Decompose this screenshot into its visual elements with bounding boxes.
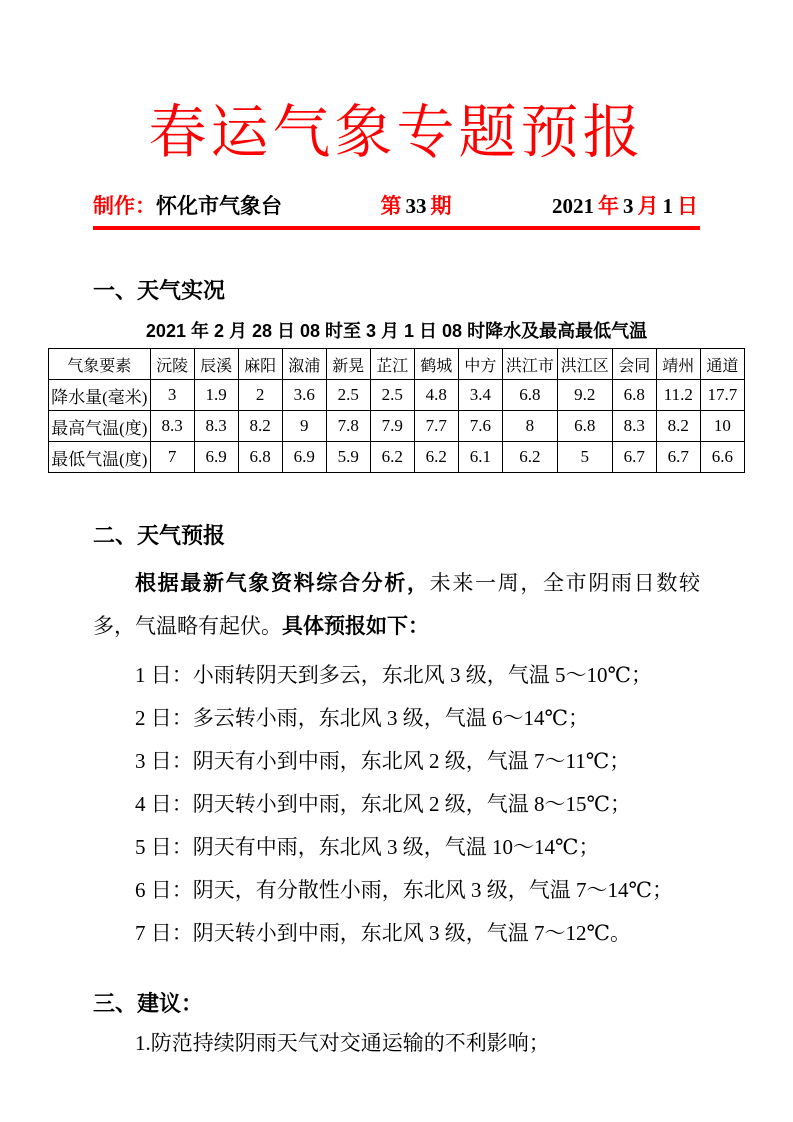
table-header-cell: 通道 (700, 349, 744, 380)
section-heading-weather-forecast: 二、天气预报 (93, 523, 226, 548)
table-header-cell: 洪江市 (502, 349, 557, 380)
date-month: 3 (623, 194, 634, 218)
issue-number (379, 192, 454, 220)
table-header-cell: 鹤城 (414, 349, 458, 380)
table-header-row (49, 349, 745, 380)
table-header-cell: 芷江 (370, 349, 414, 380)
table-header-cell: 新晃 (326, 349, 370, 380)
table-row-label: 最高气温(度) (49, 411, 151, 442)
table-cell: 6.7 (656, 442, 700, 473)
weather-table (48, 348, 745, 473)
producer-name: 怀化市气象台 (156, 194, 282, 218)
table-cell: 9.2 (557, 380, 612, 411)
table-cell: 6.9 (194, 442, 238, 473)
date-day-unit: 日 (677, 194, 698, 218)
table-header-cell: 沅陵 (150, 349, 194, 380)
date-month-unit: 月 (637, 194, 659, 218)
table-cell: 7.9 (370, 411, 414, 442)
forecast-intro (93, 562, 700, 648)
table-cell: 6.6 (700, 442, 744, 473)
table-cell: 2.5 (326, 380, 370, 411)
table-header-cell: 会同 (612, 349, 656, 380)
table-cell: 4.8 (414, 380, 458, 411)
forecast-intro-body: 未来一周，全市阴雨日数较多，气温略有起伏。 (93, 571, 701, 638)
table-row-label: 降水量(毫米) (49, 380, 151, 411)
table-cell: 6.2 (414, 442, 458, 473)
table-cell: 3.4 (458, 380, 502, 411)
date-day: 1 (662, 194, 673, 218)
table-cell: 8.3 (612, 411, 656, 442)
table-cell: 7.6 (458, 411, 502, 442)
document-meta (93, 192, 700, 230)
table-cell: 8.2 (238, 411, 282, 442)
date-year: 2021 (552, 194, 594, 218)
forecast-list (93, 654, 700, 955)
table-row (49, 380, 745, 411)
table-cell: 8.3 (194, 411, 238, 442)
forecast-day-line: 4 日：阴天转小到中雨，东北风 2 级，气温 8～15℃； (135, 792, 631, 816)
forecast-intro-tail: 具体预报如下： (282, 615, 429, 638)
forecast-day-line: 3 日：阴天有小到中雨，东北风 2 级，气温 7～11℃； (135, 749, 631, 773)
forecast-day-line: 7 日：阴天转小到中雨，东北风 3 级，气温 7～12℃。 (135, 921, 631, 945)
forecast-day-line: 2 日：多云转小雨，东北风 3 级，气温 6～14℃； (135, 706, 589, 730)
table-cell: 6.8 (557, 411, 612, 442)
table-cell: 7.7 (414, 411, 458, 442)
table-cell: 17.7 (700, 380, 744, 411)
issue-value: 33 (405, 194, 427, 218)
table-header-cell: 溆浦 (282, 349, 326, 380)
date-year-unit: 年 (598, 194, 619, 218)
section-heading-weather-actual: 一、天气实况 (93, 278, 226, 303)
table-header-cell: 辰溪 (194, 349, 238, 380)
table-cell: 6.8 (238, 442, 282, 473)
table-cell: 6.8 (612, 380, 656, 411)
table-cell: 11.2 (656, 380, 700, 411)
table-cell: 6.7 (612, 442, 656, 473)
forecast-intro-lead: 根据最新气象资料综合分析， (135, 572, 430, 595)
issue-prefix: 第 (380, 194, 402, 218)
table-cell: 6.9 (282, 442, 326, 473)
table-cell: 2.5 (370, 380, 414, 411)
table-cell: 5.9 (326, 442, 370, 473)
table-title: 2021 年 2 月 28 日 08 时至 3 月 1 日 08 时降水及最高最低气温 (145, 321, 648, 341)
forecast-day-line: 5 日：阴天有中雨，东北风 3 级，气温 10～14℃； (135, 835, 600, 859)
table-header-cell: 气象要素 (49, 349, 151, 380)
table-cell: 6.8 (502, 380, 557, 411)
producer (93, 192, 282, 220)
table-cell: 3.6 (282, 380, 326, 411)
table-row (49, 411, 745, 442)
table-row (49, 442, 745, 473)
table-cell: 6.2 (502, 442, 557, 473)
producer-label: 制作： (93, 194, 156, 218)
table-row-label: 最低气温(度) (49, 442, 151, 473)
table-cell: 9 (282, 411, 326, 442)
table-cell: 8 (502, 411, 557, 442)
table-cell: 8.2 (656, 411, 700, 442)
table-header-cell: 洪江区 (557, 349, 612, 380)
table-cell: 5 (557, 442, 612, 473)
issue-suffix: 期 (430, 194, 452, 218)
table-header-cell: 靖州 (656, 349, 700, 380)
table-header-cell: 中方 (458, 349, 502, 380)
table-cell: 2 (238, 380, 282, 411)
table-header-cell: 麻阳 (238, 349, 282, 380)
table-cell: 1.9 (194, 380, 238, 411)
table-cell: 7.8 (326, 411, 370, 442)
table-cell: 6.1 (458, 442, 502, 473)
table-cell: 6.2 (370, 442, 414, 473)
suggestion-item: 1.防范持续阴雨天气对交通运输的不利影响； (135, 1031, 550, 1055)
forecast-day-line: 1 日：小雨转阴天到多云，东北风 3 级，气温 5～10℃； (135, 663, 652, 687)
table-cell: 7 (150, 442, 194, 473)
section-heading-suggestions: 三、建议： (93, 991, 204, 1016)
table-cell: 3 (150, 380, 194, 411)
document-title: 春运气象专题预报 (148, 100, 645, 165)
table-cell: 8.3 (150, 411, 194, 442)
forecast-day-line: 6 日：阴天，有分散性小雨，东北风 3 级，气温 7～14℃； (135, 878, 673, 902)
issue-date (550, 192, 700, 220)
table-cell: 10 (700, 411, 744, 442)
